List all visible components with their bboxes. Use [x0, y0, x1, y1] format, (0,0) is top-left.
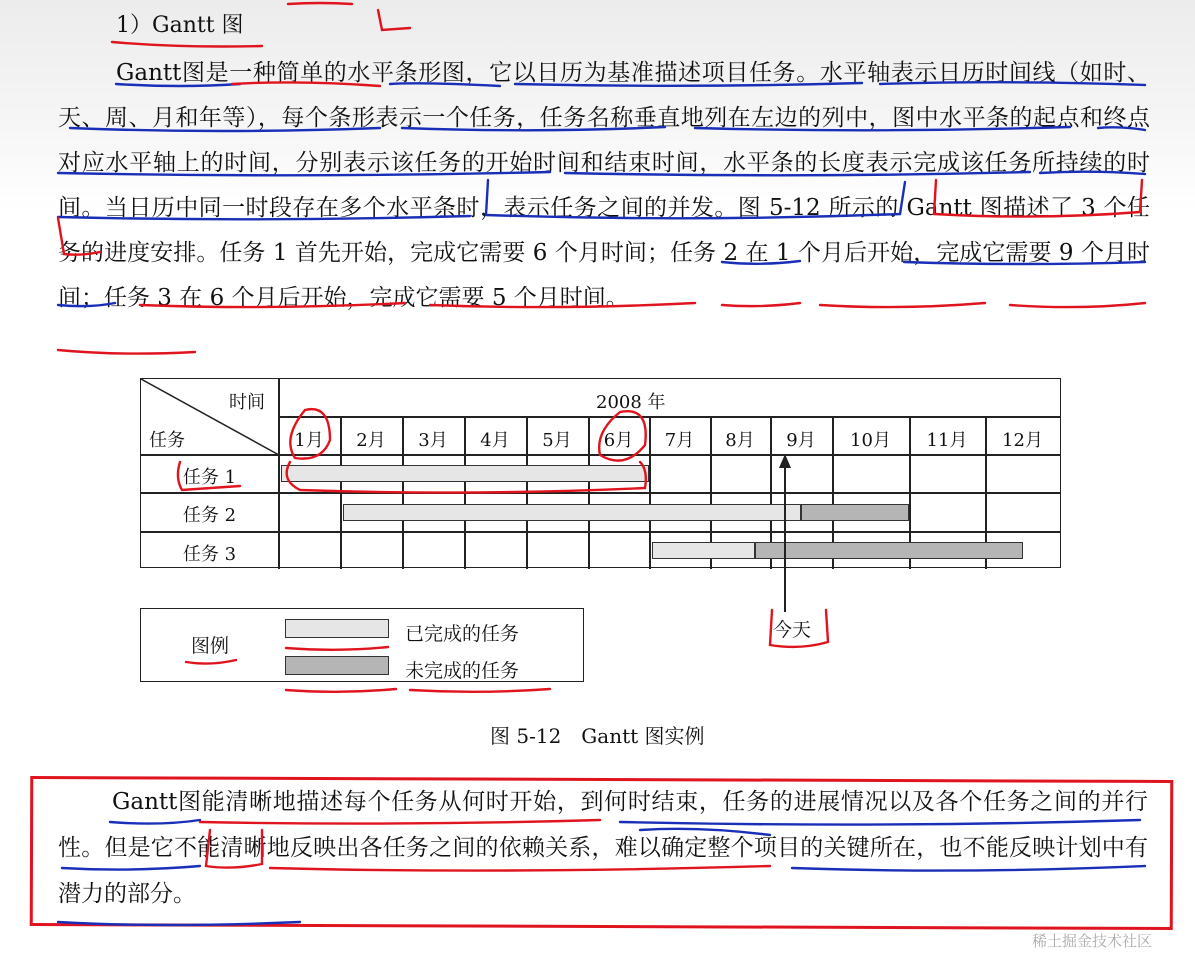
- month-label: 12月: [1002, 430, 1043, 451]
- legend-swatch-not-completed: [285, 656, 389, 675]
- task-bar-completed: [281, 465, 649, 482]
- legend-box: [140, 608, 584, 682]
- legend-label-not-completed: 未完成的任务: [405, 660, 520, 682]
- legend-swatch-completed: [285, 619, 389, 638]
- task-2-row-divider: [141, 531, 1060, 533]
- task-label: 任务 3: [182, 544, 237, 565]
- task-bar-not-completed: [801, 504, 909, 521]
- task-label: 任务 2: [182, 505, 237, 526]
- month-label: 4月: [480, 430, 510, 451]
- month-label: 10月: [850, 430, 891, 451]
- section-heading: 1）Gantt 图: [116, 13, 244, 38]
- task-bar-completed: [343, 504, 801, 521]
- watermark: 稀土掘金技术社区: [1032, 932, 1153, 950]
- header-time-label: 时间: [229, 392, 265, 413]
- task-bar-not-completed: [755, 542, 1023, 559]
- year-row-divider: [278, 416, 1060, 418]
- month-label: 6月: [603, 430, 634, 451]
- header-task-label: 任务: [149, 430, 185, 451]
- month-label: 7月: [664, 430, 695, 451]
- task-bar-completed: [652, 542, 755, 559]
- figure-caption: 图 5-12 Gantt 图实例: [490, 724, 705, 748]
- paragraph-1-text: Gantt图是一种简单的水平条形图，它以日历为基准描述项目任务。水平轴表示日历时间线（如时、天、周、月和年等），每个条形表示一个任务，任务名称垂直地列在左边的列中，图中水平条的起点和终点对应水平轴上的时间，分别表示该任务的开始时间和结束时间，水平条的长度表示完成该任务所持续的时间。当日历中同一时段存在多个水平条时，表示任务之间的并发。图 5-12 所示的 Gantt 图描述了 3 个任务的进度安排。任务 1 首先开始，完成它需要 6 个月时间；任务 2 在 1 个月后开始，完成它需要 9 个月时间；任务 3 在 6 个月后开始，完成它需要 5 个月时间。: [58, 60, 1150, 311]
- gantt-chart-table: [140, 378, 1061, 568]
- month-label: 11月: [926, 430, 968, 451]
- month-label: 9月: [786, 430, 816, 451]
- paragraph-gantt-description: [58, 51, 1150, 321]
- month-label: 2月: [356, 430, 386, 451]
- legend-label-completed: 已完成的任务: [405, 623, 520, 645]
- month-label: 5月: [542, 430, 572, 451]
- month-label: 8月: [725, 430, 755, 451]
- today-arrow-icon: [779, 454, 791, 468]
- red-highlight-box: [30, 776, 1174, 930]
- task-label: 任务 1: [182, 467, 237, 488]
- month-label: 3月: [418, 430, 448, 451]
- task-1-row-divider: [141, 492, 1060, 494]
- year-label: 2008 年: [596, 392, 666, 413]
- month-label: 1月: [294, 430, 324, 451]
- paragraph-2-text: Gantt图能清晰地描述每个任务从何时开始，到何时结束，任务的进展情况以及各个任务之间的并行性。但是它不能清晰地反映出各任务之间的依赖关系，难以确定整个项目的关键所在，也不能反映计划中有潜力的部分。: [58, 789, 1148, 907]
- today-label: 今天: [773, 619, 812, 641]
- today-marker-line: [784, 464, 786, 612]
- legend-title: 图例: [191, 635, 230, 657]
